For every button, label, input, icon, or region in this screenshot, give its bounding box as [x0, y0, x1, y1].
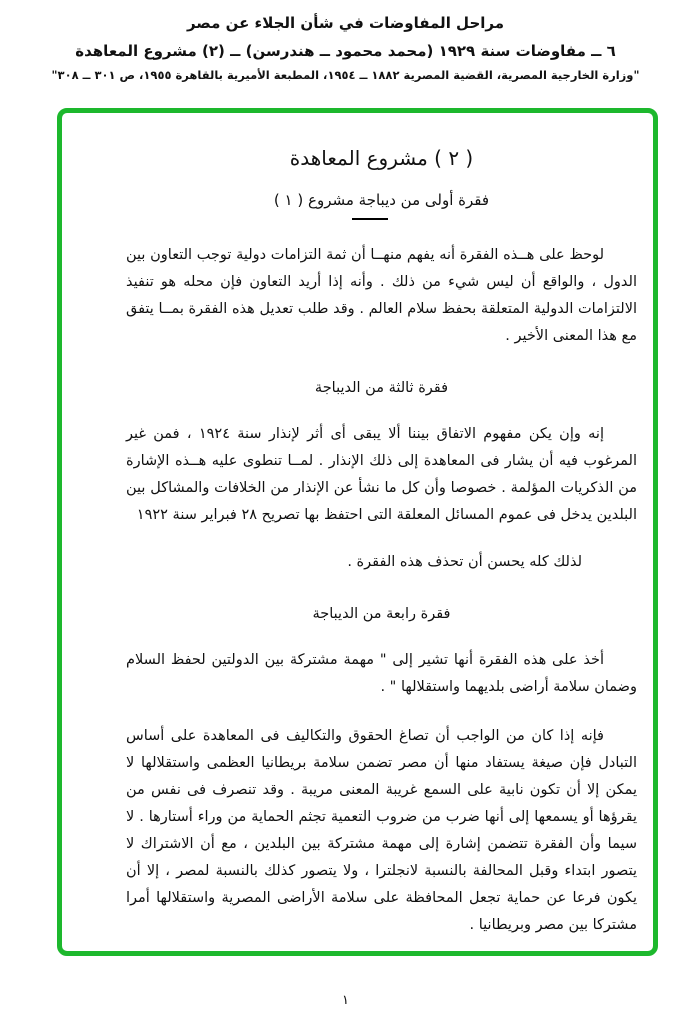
paragraph: لوحظ على هــذه الفقرة أنه يفهم منهــا أن ثمة التزامات دولية توجب التعاون بين الدول ، والواقع أن ليس شيء من ذلك . وأنه إذا أريد التعاون فإن محله هو تنفيذ الالتزامات الدولية المتعلقة بحفظ سلام العالم . وقد طلب تعديل هذه الفقرة بمــا يتفق مع هذا المعنى الأخير . — [126, 247, 637, 344]
header-subtitle: ٦ ــ مفاوضات سنة ١٩٢٩ (محمد محمود ــ هندرسن) ــ (٢) مشروع المعاهدة — [75, 42, 616, 60]
page-number: ١ — [342, 993, 349, 1008]
header-source-citation: "وزارة الخارجية المصرية، القضية المصرية ١٨٨٢ ــ ١٩٥٤، المطبعة الأميرية بالقاهرة ١٩٥٥، ص ٣٠١ ــ ٣٠٨" — [51, 68, 640, 82]
section-heading: فقرة رابعة من الديباجة — [312, 606, 451, 622]
paragraph: لذلك كله يحسن أن تحذف هذه الفقرة . — [347, 554, 582, 570]
paragraph: فإنه إذا كان من الواجب أن تصاغ الحقوق والتكاليف فى المعاهدة على أساس التبادل فإن صيغة يستفاد منها أن مصر تضمن سلامة بريطانيا العظمى واستقلالها لا يمكن إلا أن تكون نابية على السمع غريبة المعنى مريبة . وقد تنصرف فى نفس من يقرؤها أو يسمعها إلى أنها ضرب من ضروب التعمية تجثم الحماية من وراء أستارها . لا سيما وأن الفقرة تتضمن إشارة إلى مهمة مشتركة بين البلدين ، مع أن الاشتراك لا يتصور ابتداء وقبل المحالفة بالنسبة لانجلترا ، ولا يتصور كذلك بالنسبة لمصر ، إلا أن يكون فرعا عن حماية تجعل المحافظة على سلامة الأراضى المصرية واستقلالها أمرا مشتركا بين مصر وبريطانيا . — [126, 728, 637, 933]
section-heading: فقرة ثالثة من الديباجة — [314, 380, 449, 396]
green-highlight-frame — [57, 108, 658, 956]
subtitle-underline — [352, 218, 388, 220]
header-title: مراحل المفاوضات في شأن الجلاء عن مصر — [186, 14, 505, 32]
document-title: ( ٢ ) مشروع المعاهدة — [289, 146, 474, 170]
page-header — [0, 0, 691, 83]
document-subtitle: فقرة أولى من ديباجة مشروع ( ١ ) — [273, 191, 490, 209]
paragraph: إنه وإن يكن مفهوم الاتفاق بيننا ألا يبقى أى أثر لإنذار سنة ١٩٢٤ ، فمن غير المرغوب فيه أن يشار فى المعاهدة إلى ذلك الإنذار . لمــا تنطوى عليه هــذه الإشارة من الذكريات المؤلمة . خصوصا وأن كل ما نشأ عن الإنذار من الخلافات والمشاكل بين البلدين يدخل فى عموم المسائل المعلقة التى احتفظ بها تصريح ٢٨ فبراير سنة ١٩٢٢ — [126, 426, 637, 523]
paragraph: أخذ على هذه الفقرة أنها تشير إلى " مهمة مشتركة بين الدولتين لحفظ السلام وضمان سلامة أراضى بلديهما واستقلالها " . — [126, 652, 637, 695]
